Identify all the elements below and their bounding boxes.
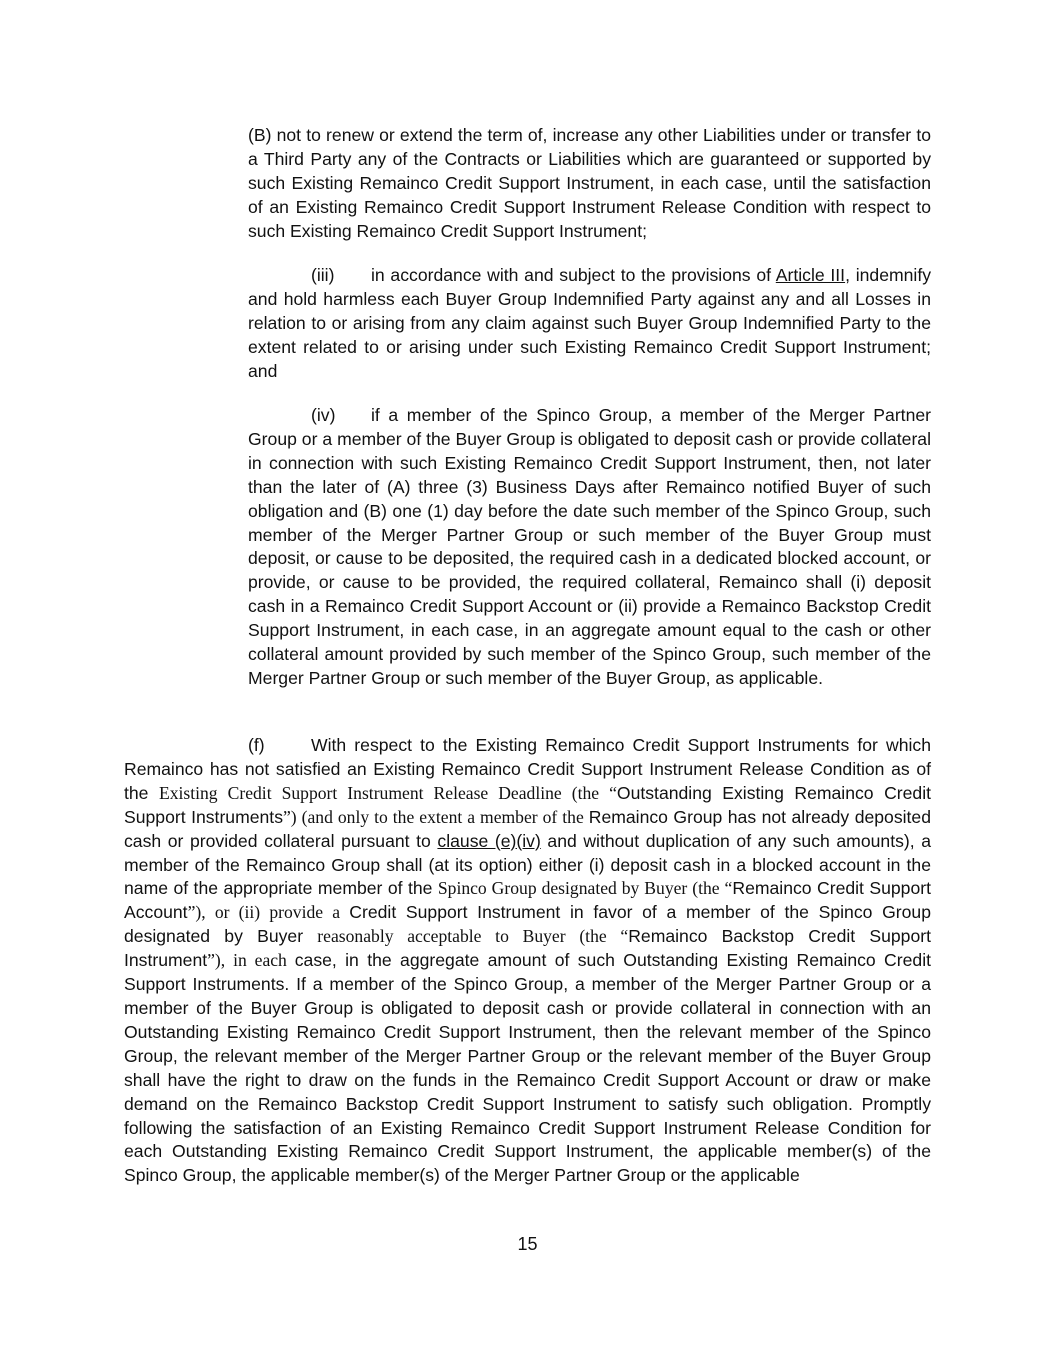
defined-term-credit-support-account: Remainco Credit Support Account (124, 878, 931, 923)
paragraph-f-number: (f) (248, 735, 265, 755)
defined-term-outstanding-instruments: Outstanding Existing Remainco Credit Support Instruments (124, 782, 931, 827)
paragraph-f-seg4: ”) (and only to the extent a member of the (283, 806, 589, 827)
clause-e-iv-reference: clause (e)(iv) (437, 830, 541, 851)
paragraph-f-seg9: ”), or (ii) provide a (187, 902, 350, 923)
page-number: 15 (517, 1234, 538, 1254)
paragraph-f-seg7: Spinco Group designated by Buyer (the “ (437, 878, 733, 899)
defined-term-backstop-instrument: Remainco Backstop Credit Support Instrument (124, 926, 931, 971)
paragraph-f-seg10: Credit Support Instrument in favor of a member of the Spinco Group designated by Buyer (124, 902, 931, 947)
paragraph-f-seg14: case, in the aggregate amount of such Outstanding Existing Remainco Credit Support Instruments. If a member of the Spinco Group, a member of the Merger Partner Group or a member of the Buyer Group is obligated to deposit cash or provide collateral in connection with an Outstanding Existing Remainco Credit Support Instrument, then the relevant member of the Spinco Group, the relevant member of the Merger Partner Group or the relevant member of the Buyer Group shall have the right to draw on the funds in the Remainco Credit Support Account or draw or make demand on the Remainco Backstop Credit Support Instrument to satisfy such obligation. Promptly following the satisfaction of an Existing Remainco Credit Support Instrument Release Condition for each Outstanding Existing Remainco Credit Support Instrument, the applicable member(s) of the Spinco Group, the applicable member(s) of the Merger Partner Group or the applicable (124, 950, 931, 1186)
paragraph-iii-text-after: , indemnify and hold harmless each Buyer Group Indemnified Party against any and all Losses in relation to or arising from any claim against such Buyer Group Indemnified Party to the extent related to or arising under such Existing Remainco Credit Support Instrument; and (248, 265, 932, 381)
paragraph-b (248, 124, 931, 244)
paragraph-f-seg13: ”), in each (207, 950, 295, 971)
paragraph-f-seg11: reasonably acceptable to Buyer (the “ (317, 926, 629, 947)
paragraph-iv-number: (iv) (311, 405, 336, 425)
paragraph-f-seg1: With respect to the Existing Remainco Credit Support Instruments for which Remainco has not satisfied an Existing Remainco Credit Support Instrument Release Condition as of the (124, 735, 931, 803)
paragraph-f-seg6: and without duplication of any such amounts), a member of the Remainco Group shall (at its option) either (i) deposit cash in a blocked account in the name of the appropriate member of the (124, 830, 932, 899)
paragraph-iii (248, 264, 931, 384)
paragraph-f (124, 734, 931, 1188)
paragraph-f-seg2: Existing Credit Support Instrument Release Deadline (the “ (158, 782, 617, 803)
paragraph-f-seg5: Remainco Group has not already deposited cash or provided collateral pursuant to (124, 806, 931, 851)
paragraph-iii-text-before: in accordance with and subject to the provisions of (371, 265, 776, 285)
article-iii-reference: Article III (775, 265, 846, 285)
paragraph-b-text: (B) not to renew or extend the term of, increase any other Liabilities under or transfer to a Third Party any of the Contracts or Liabilities which are guaranteed or supported by such Existing Remainco Credit Support Instrument, in each case, until the satisfaction of an Existing Remainco Credit Support Instrument Release Condition with respect to such Existing Remainco Credit Support Instrument; (248, 125, 931, 241)
paragraph-iv-text: if a member of the Spinco Group, a member of the Merger Partner Group or a member of the Buyer Group is obligated to deposit cash or provide collateral in connection with such Existing Remainco Credit Support Instrument, then, not later than the later of (A) three (3) Business Days after Remainco notified Buyer of such obligation and (B) one (1) day before the date such member of the Spinco Group, such member of the Merger Partner Group or such member of the Buyer Group must deposit, or cause to be deposited, the required cash in a dedicated blocked account, or provide, or cause to be provided, the required collateral, Remainco shall (i) deposit cash in a Remainco Credit Support Account or (ii) provide a Remainco Backstop Credit Support Instrument, in each case, in an aggregate amount equal to the cash or other collateral amount provided by such member of the Spinco Group, such member of the Merger Partner Group or such member of the Buyer Group, as applicable. (248, 405, 931, 688)
paragraph-iii-number: (iii) (311, 265, 335, 285)
paragraph-iv (248, 404, 931, 691)
